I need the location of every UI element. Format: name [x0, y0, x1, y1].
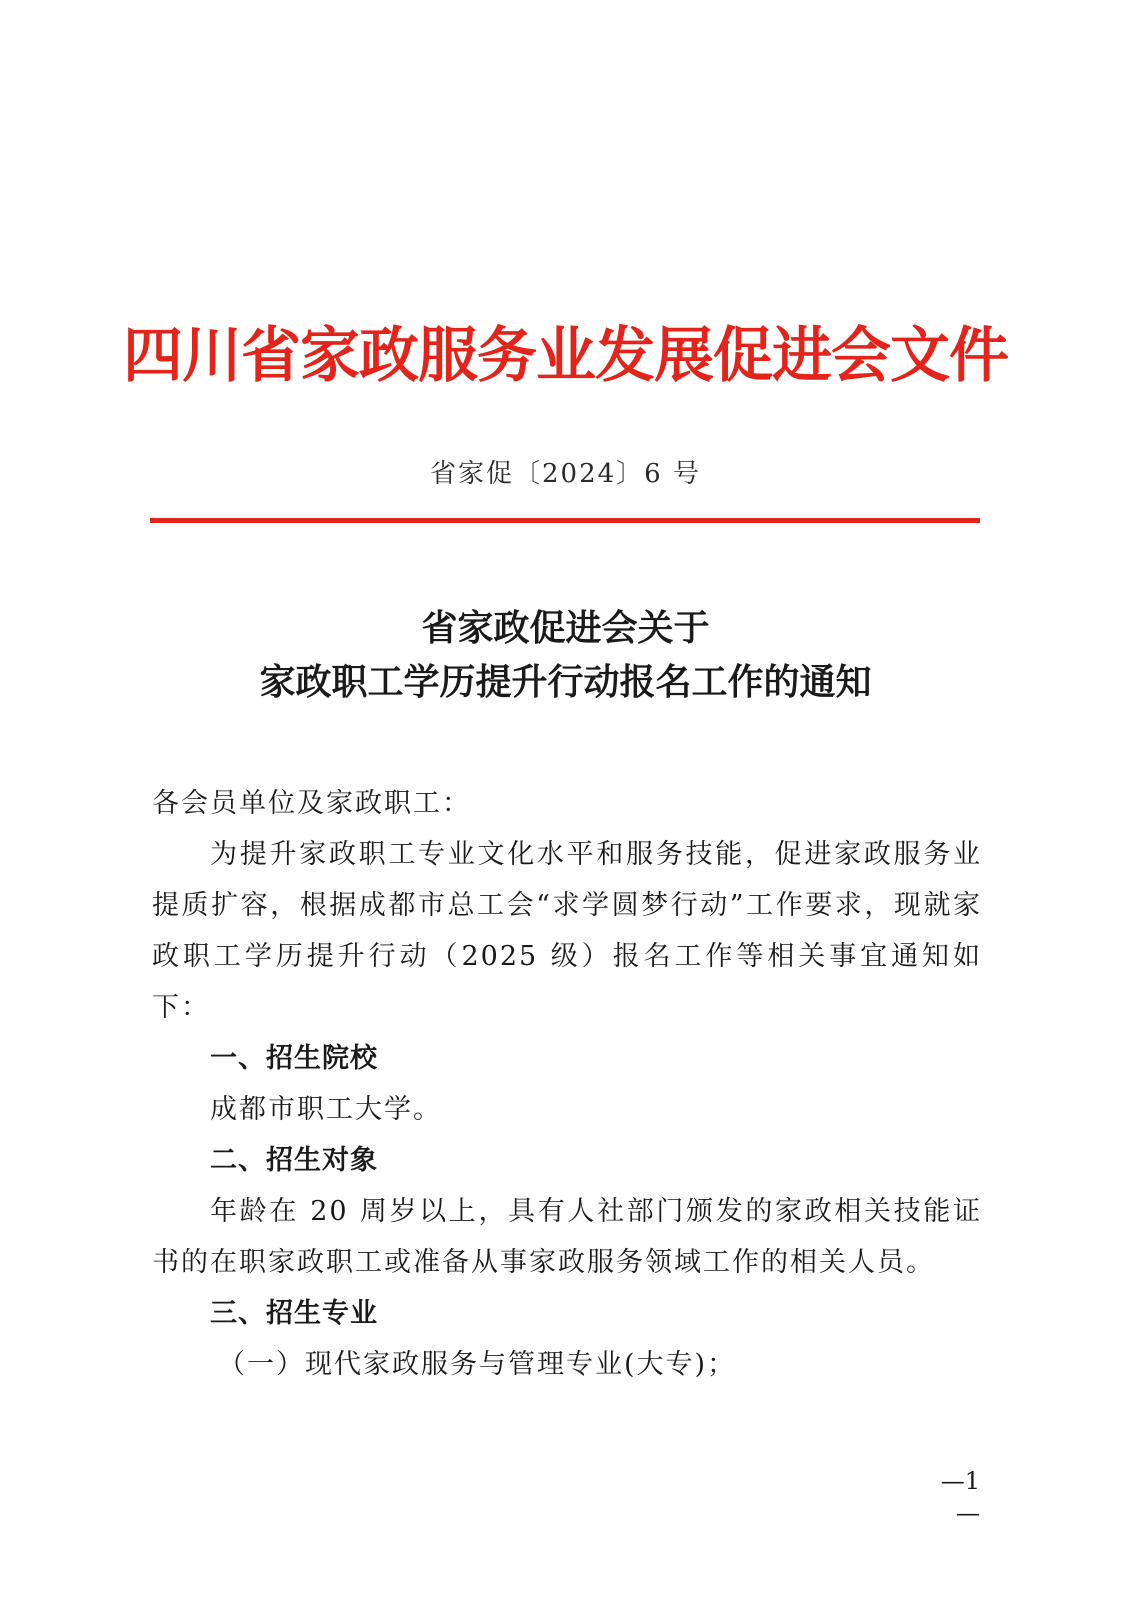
major-item-1: （一）现代家政服务与管理专业(大专)；	[218, 1349, 737, 1380]
notice-title-line-2: 家政职工学历提升行动报名工作的通知	[259, 662, 872, 703]
section-text-targets: 年龄在 20 周岁以上，具有人社部门颁发的家政相关技能证书的在职家政职工或准备从事家政服务领域工作的相关人员。	[152, 1196, 982, 1278]
salutation: 各会员单位及家政职工：	[152, 788, 471, 819]
document-header-title: 四川省家政服务业发展促进会文件	[123, 321, 1008, 391]
page-number: —1—	[940, 1467, 980, 1527]
section-heading-majors: 三、招生专业	[210, 1298, 378, 1329]
notice-title	[0, 602, 1131, 710]
document-number: 省家促〔2024〕6 号	[430, 459, 701, 489]
section-heading-schools: 一、招生院校	[210, 1043, 378, 1074]
section-heading-targets: 二、招生对象	[210, 1145, 378, 1176]
intro-paragraph: 为提升家政职工专业文化水平和服务技能，促进家政服务业提质扩容，根据成都市总工会“求学圆梦行动”工作要求，现就家政职工学历提升行动（2025 级）报名工作等相关事宜通知如下：	[152, 839, 982, 1023]
document-body	[152, 778, 982, 1390]
red-divider-line	[150, 518, 980, 523]
section-text-schools: 成都市职工大学。	[210, 1094, 442, 1125]
notice-title-line-1: 省家政促进会关于	[421, 608, 710, 649]
